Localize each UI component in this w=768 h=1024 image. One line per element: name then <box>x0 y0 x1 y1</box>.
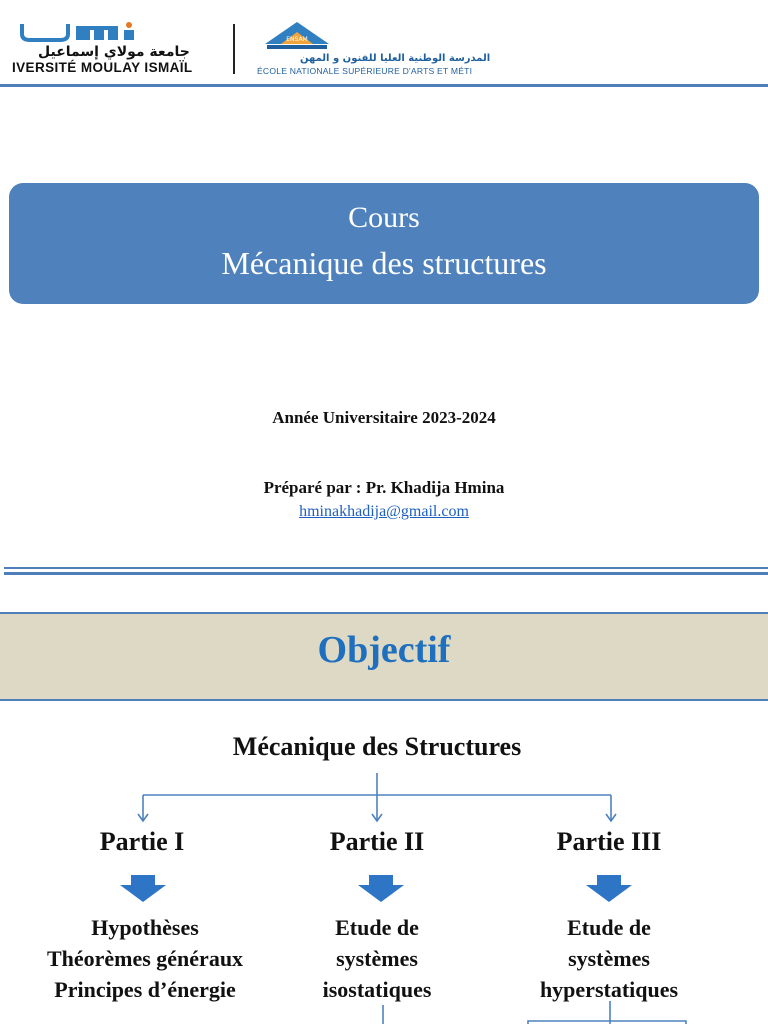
partie-2-line-2: systèmes <box>336 946 418 971</box>
prepared-by: Préparé par : Pr. Khadija Hmina <box>263 478 505 497</box>
partie-2-line-3: isostatiques <box>322 977 432 1002</box>
partie-1-description <box>15 912 275 1005</box>
partie-1-line-1: Hypothèses <box>91 915 199 940</box>
umi-logo-mark <box>20 22 140 42</box>
down-arrow-partie-2 <box>358 875 404 902</box>
partie-1-label: Partie I <box>99 827 185 856</box>
partie-1-line-3: Principes d’énergie <box>54 977 236 1002</box>
partie-2-description <box>247 912 507 1005</box>
partie-3-line-1: Etude de <box>567 915 651 940</box>
ensam-badge-text: ENSAM <box>286 36 308 43</box>
title-cours: Cours <box>348 201 420 234</box>
partie-3-description <box>479 912 739 1005</box>
tree-root-label: Mécanique des Structures <box>232 732 522 761</box>
partie-1-line-2: Théorèmes généraux <box>46 946 244 971</box>
school-latin-name: ÉCOLE NATIONALE SUPÉRIEURE D'ARTS ET MÉTI <box>257 66 473 76</box>
academic-year: Année Universitaire 2023-2024 <box>272 408 496 427</box>
university-arabic-name: جامعة مولاي إسماعيل <box>38 44 190 60</box>
page-separator-top <box>4 567 768 569</box>
partie-3-line-3: hyperstatiques <box>539 977 679 1002</box>
umi-logo <box>12 18 217 80</box>
title-course-name: Mécanique des structures <box>221 245 547 281</box>
ensam-logo <box>252 20 502 82</box>
ensam-emblem <box>257 20 337 52</box>
school-arabic-name: المدرسة الوطنية العليا للفنون و المهن <box>300 53 491 64</box>
author-email-link[interactable]: hminakhadija@gmail.com <box>299 503 469 520</box>
down-arrow-partie-1 <box>120 875 166 902</box>
header-rule <box>0 84 768 87</box>
partie-2-line-1: Etude de <box>335 915 419 940</box>
university-latin-name: IVERSITÉ MOULAY ISMAÏL <box>12 60 193 75</box>
logo-separator <box>233 24 235 74</box>
title-box <box>9 183 759 304</box>
partie-3-label: Partie III <box>556 827 662 856</box>
partie-2-label: Partie II <box>329 827 425 856</box>
page-separator-bottom <box>4 572 768 575</box>
partie-3-line-2: systèmes <box>568 946 650 971</box>
down-arrow-partie-3 <box>586 875 632 902</box>
objective-heading: Objectif <box>317 629 451 671</box>
